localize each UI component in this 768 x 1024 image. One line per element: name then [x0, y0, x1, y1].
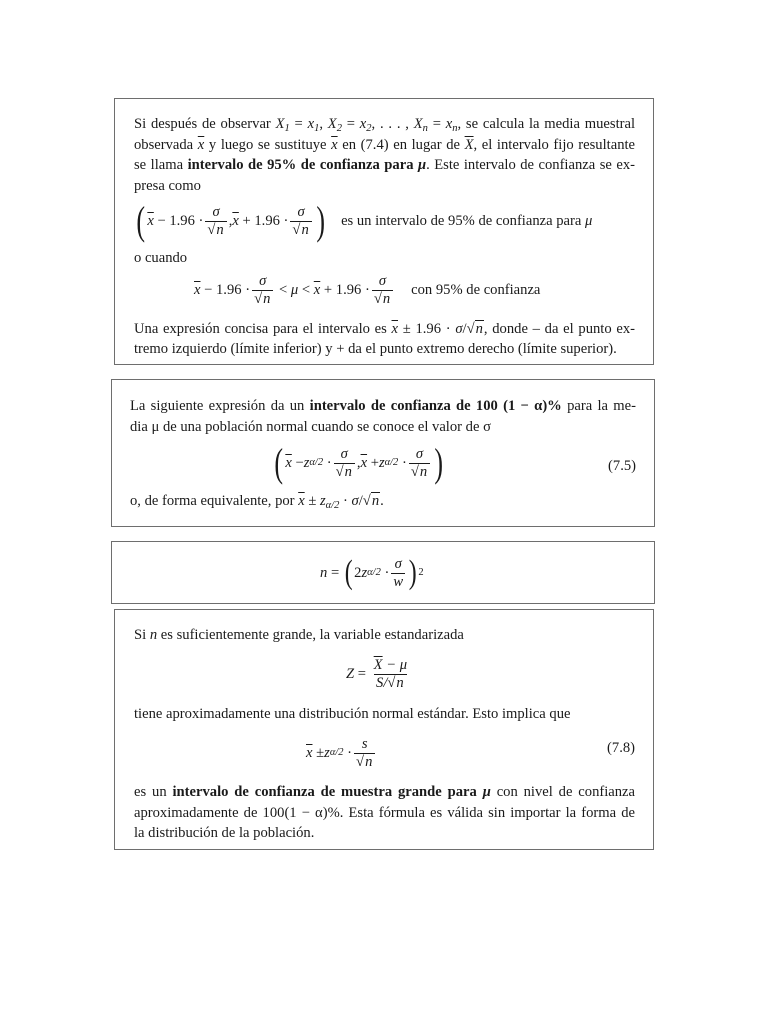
- equation-number: (7.8): [607, 740, 635, 756]
- equation-number: (7.5): [608, 458, 636, 474]
- definition-box-general-interval: [111, 379, 655, 527]
- paragraph-line: o, de forma equivalente, por $\overline{x} \pm z_{\alpha/2} \cdot \sigma/√n$.: [130, 493, 384, 512]
- paragraph-line: dia μ de una población normal cuando se conoce el valor de σ: [130, 418, 491, 435]
- paragraph-line: tiene aproximadamente una distribución normal estándar. Esto implica que: [134, 705, 571, 722]
- standardized-variable-formula: Z = $\frac{\overline{X} - \mu}{S/√n}$: [346, 657, 408, 691]
- inequality-formula: $\overline{x}$ − 1.96 · $\frac{\sigma}{√n}$ < μ < $\overline{x}$ + 1.96 · $\frac{\sigma}{√n}$ con 95% de confianza: [194, 273, 541, 307]
- paragraph-line: La siguiente expresión da un intervalo de confianza de 100 (1 − α)% para la me-: [130, 398, 636, 414]
- paragraph-line: se llama intervalo de 95% de confianza para μ. Este intervalo de confianza se ex-: [134, 157, 635, 173]
- paragraph-line: la distribución de la población.: [134, 825, 315, 841]
- sample-size-formula-box: [111, 541, 655, 604]
- paragraph-line: o cuando: [134, 250, 188, 266]
- paragraph-line: aproximadamente de 100(1 − α)%. Esta fórmula es válida sin importar la forma de: [134, 804, 635, 821]
- paragraph-line: es un intervalo de confianza de muestra grande para μ con nivel de confianza: [134, 784, 636, 800]
- interval-formula: ( $\overline{x}$ − 1.96 · $\frac{\sigma}{√n}$ , $\overline{x}$ + 1.96 · $\frac{\sigma}{√n}$ ) es un intervalo de 95% de confianza para μ: [136, 198, 593, 243]
- definition-box-large-sample: [114, 609, 654, 850]
- sample-size-formula: n = ( 2 z α/2 · $\frac{\sigma}{w}$ ) 2: [320, 554, 424, 591]
- definition-box-95-interval: [114, 98, 654, 365]
- paragraph-line: presa como: [134, 177, 201, 194]
- interval-formula-7-5: ( $\overline{x}$ − z α/2 · $\frac{\sigma}{√n}$ , $\overline{x}$ + z α/2 · $\frac{\sigma}{√n}$ ): [274, 440, 444, 485]
- paragraph-line: Si n es suficientemente grande, la variable estandarizada: [134, 627, 464, 643]
- paragraph-line: Si después de observar $X_1 = x_1$, $X_2 = x_2$, . . . , $X_n = x_n$, se calcula la media muestral: [134, 116, 636, 135]
- large-sample-formula-7-8: $\overline{x}$ ± z α/2 · $\frac{s}{√n}$: [306, 730, 635, 776]
- paragraph-line: observada $\overline{x}$ y luego se sustituye $\overline{x}$ en (7.4) en lugar de $\overline{X}$, el intervalo fijo resultante: [134, 136, 636, 153]
- paragraph-line: tremo izquierdo (límite inferior) y + da el punto extremo derecho (límite superior).: [134, 341, 617, 357]
- paragraph-line: Una expresión concisa para el intervalo es $\overline{x} \pm 1.96 \cdot \sigma/√n$, donde – da el punto ex-: [134, 320, 635, 337]
